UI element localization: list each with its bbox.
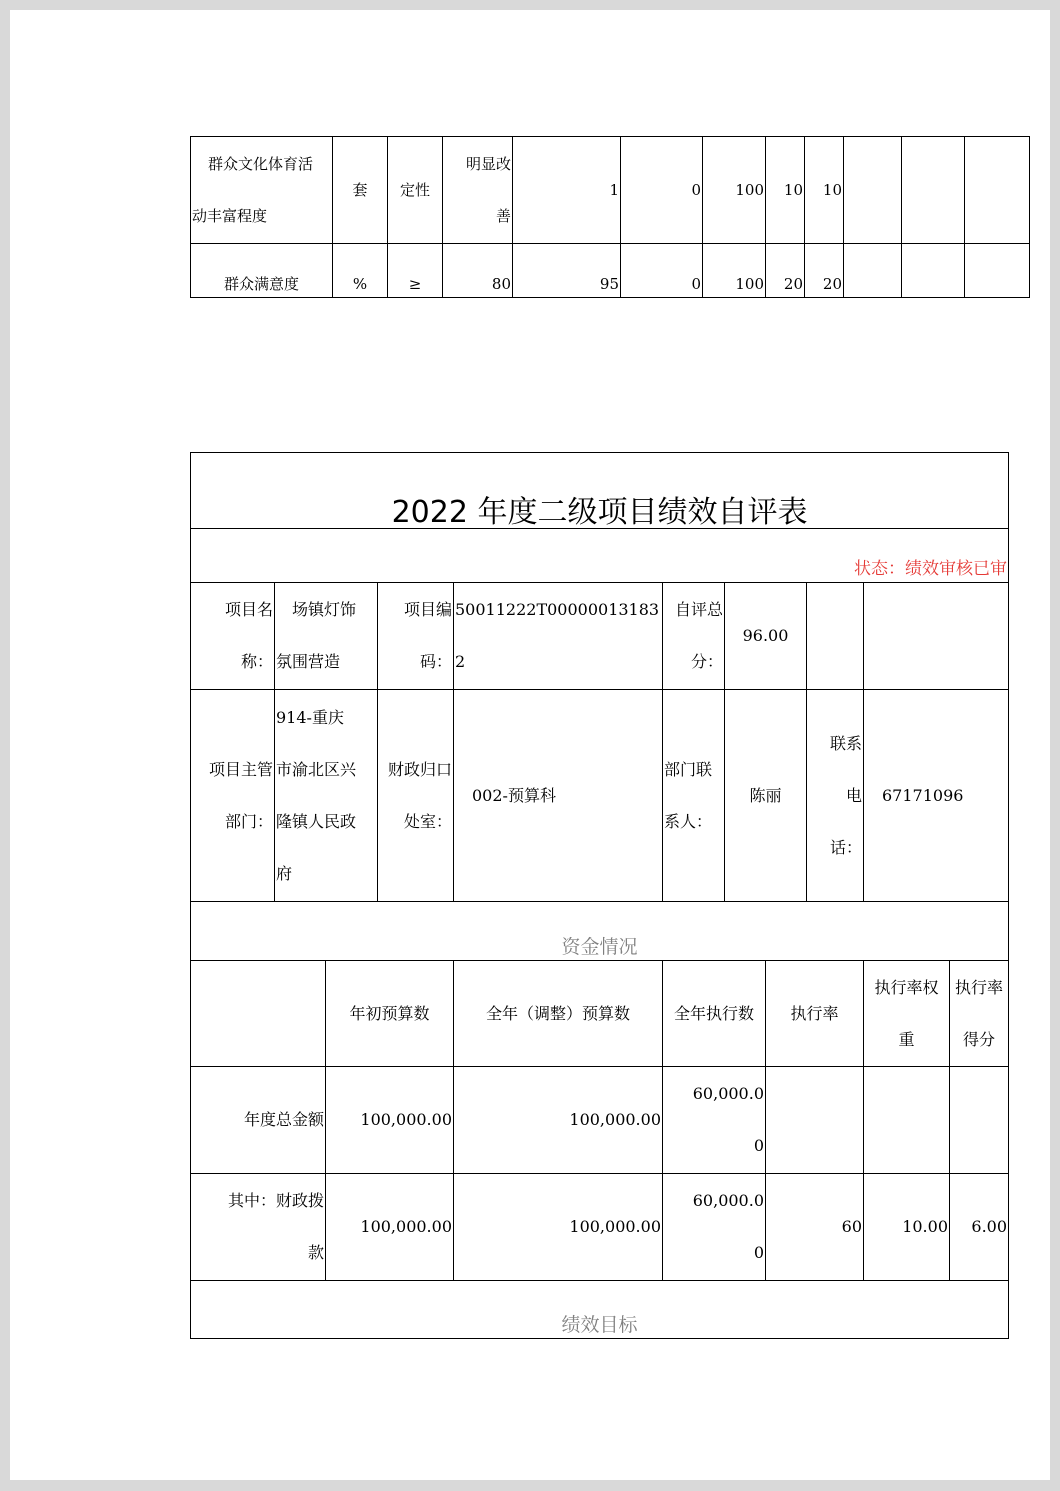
project-info-row: [191, 583, 1009, 690]
indicator-deviation: 0: [621, 137, 703, 244]
indicator-name: 群众文化体育活 动丰富程度: [191, 137, 333, 244]
phone-value: 67171096: [864, 690, 1009, 902]
empty-cell: [902, 244, 965, 298]
funds-header-executed: 全年执行数: [663, 961, 766, 1067]
empty-cell: [844, 137, 902, 244]
funds-row-label: 其中：财政拨 款: [191, 1174, 326, 1281]
funds-header-initial: 年初预算数: [326, 961, 454, 1067]
project-name: 场镇灯饰 氛围营造: [275, 583, 378, 690]
indicator-row: [191, 244, 1030, 298]
funds-adjusted: 100,000.00: [454, 1067, 663, 1174]
funds-header-rate-score: 执行率 得分: [950, 961, 1009, 1067]
indicator-name: 群众满意度: [191, 244, 333, 298]
self-score-label: 自评总 分：: [663, 583, 725, 690]
indicator-score: 20: [805, 244, 844, 298]
phone-label: 联系 电 话：: [807, 690, 864, 902]
indicator-target: 明显改 善: [443, 137, 513, 244]
funds-header-rate-weight: 执行率权 重: [864, 961, 950, 1067]
empty-cell: [844, 244, 902, 298]
self-evaluation-table: [190, 452, 1009, 1339]
empty-cell: [807, 583, 864, 690]
funds-header-empty: [191, 961, 326, 1067]
funds-rate-weight: [864, 1067, 950, 1174]
funds-row-label: 年度总金额: [191, 1067, 326, 1174]
indicator-target: 80: [443, 244, 513, 298]
funds-executed: 60,000.0 0: [663, 1067, 766, 1174]
finance-office-label: 财政归口 处室：: [378, 690, 454, 902]
status-text: 状态：绩效审核已审: [191, 529, 1009, 583]
indicator-score: 10: [805, 137, 844, 244]
dept-contact-value: 陈丽: [725, 690, 807, 902]
indicator-unit: 套: [333, 137, 388, 244]
funds-rate: [766, 1067, 864, 1174]
indicator-deviation: 0: [621, 244, 703, 298]
indicator-weight: 10: [766, 137, 805, 244]
funds-header-rate: 执行率: [766, 961, 864, 1067]
project-code-label: 项目编 码：: [378, 583, 454, 690]
form-title: 2022 年度二级项目绩效自评表: [191, 453, 1009, 529]
funds-rate-weight: 10.00: [864, 1174, 950, 1281]
empty-cell: [902, 137, 965, 244]
empty-cell: [864, 583, 1009, 690]
funds-initial: 100,000.00: [326, 1067, 454, 1174]
dept-label: 项目主管 部门：: [191, 690, 275, 902]
goals-section-heading: 绩效目标: [191, 1281, 1009, 1339]
indicator-unit: %: [333, 244, 388, 298]
indicator-weight: 20: [766, 244, 805, 298]
indicator-row: [191, 137, 1030, 244]
funds-initial: 100,000.00: [326, 1174, 454, 1281]
project-code: 50011222T00000013183 2: [454, 583, 663, 690]
funds-rate: 60: [766, 1174, 864, 1281]
finance-office-value: 002-预算科: [454, 690, 663, 902]
indicator-table: [190, 136, 1030, 298]
funds-row: [191, 1174, 1009, 1281]
funds-adjusted: 100,000.00: [454, 1174, 663, 1281]
project-name-label: 项目名 称：: [191, 583, 275, 690]
indicator-percent: 100: [703, 137, 766, 244]
funds-header-row: [191, 961, 1009, 1067]
indicator-actual: 1: [513, 137, 621, 244]
indicator-percent: 100: [703, 244, 766, 298]
empty-cell: [965, 244, 1030, 298]
empty-cell: [965, 137, 1030, 244]
funds-section-heading: 资金情况: [191, 902, 1009, 961]
self-score: 96.00: [725, 583, 807, 690]
funds-rate-score: 6.00: [950, 1174, 1009, 1281]
dept-value: 914-重庆 市渝北区兴 隆镇人民政 府: [275, 690, 378, 902]
funds-row: [191, 1067, 1009, 1174]
indicator-operator: 定性: [388, 137, 443, 244]
funds-rate-score: [950, 1067, 1009, 1174]
department-info-row: [191, 690, 1009, 902]
indicator-actual: 95: [513, 244, 621, 298]
indicator-operator: ≥: [388, 244, 443, 298]
funds-executed: 60,000.0 0: [663, 1174, 766, 1281]
document-page: [10, 10, 1050, 1480]
dept-contact-label: 部门联 系人：: [663, 690, 725, 902]
funds-header-adjusted: 全年（调整）预算数: [454, 961, 663, 1067]
